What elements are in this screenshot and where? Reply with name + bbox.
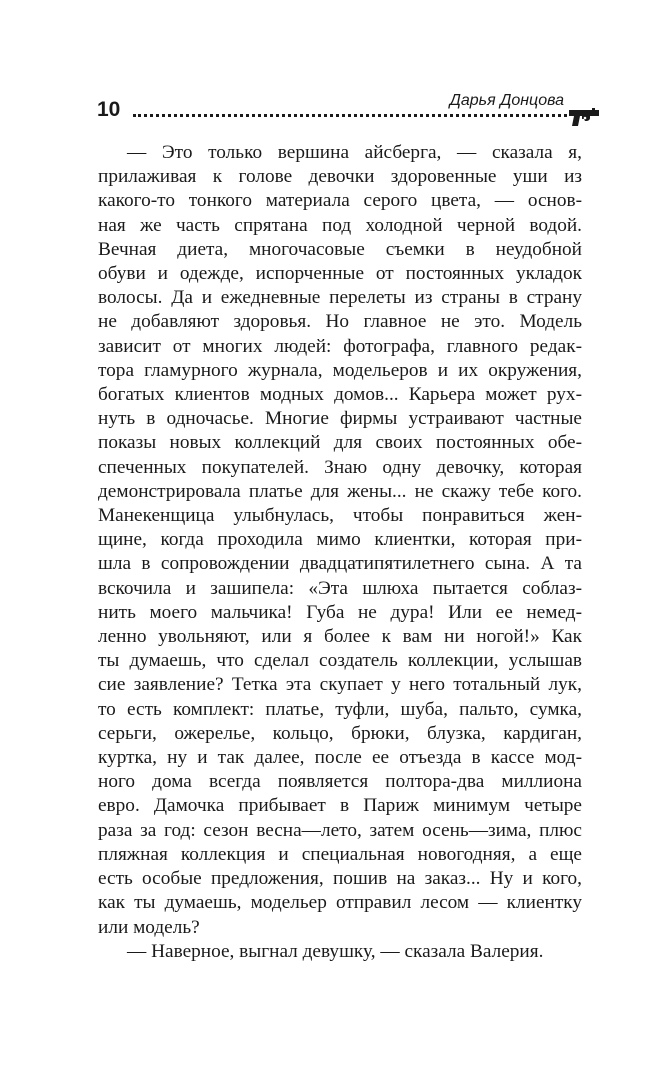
- revolver-icon: [568, 107, 600, 127]
- text-line: тора гламурного журнала, модельеров и их окружения,: [98, 359, 582, 381]
- text-line: показы новых коллекций для своих постоянных обе-: [98, 432, 582, 454]
- text-line: волосы. Да и ежедневные перелеты из страны в страну: [98, 287, 582, 309]
- paragraph: [98, 141, 582, 940]
- text-line: серьги, ожерелье, кольцо, брюки, блузка, кардиган,: [98, 722, 582, 744]
- text-line: ты думаешь, что сделал создатель коллекции, услышав: [98, 650, 582, 672]
- text-line: прилаживая к голове девочки здоровенные уши из: [98, 166, 582, 188]
- text-line: сие заявление? Тетка эта скупает у него тотальный лук,: [98, 674, 582, 696]
- text-line: богатых клиентов модных домов... Карьера может рух-: [98, 384, 582, 406]
- page-header: [97, 92, 600, 132]
- text-line: есть особые предложения, пошив на заказ... Ну и кого,: [98, 868, 582, 890]
- text-line: — Наверное, выгнал девушку, — сказала Валерия.: [127, 940, 544, 962]
- text-line: куртка, ну и так далее, после ее отъезда в кассе мод-: [98, 747, 582, 769]
- dotted-leader: [133, 114, 567, 117]
- text-line: — Это только вершина айсберга, — сказала я,: [127, 142, 582, 163]
- text-line: обуви и одежде, испорченные от постоянных укладок: [98, 263, 582, 285]
- text-line: или модель?: [98, 916, 200, 938]
- text-line: ного дома всегда появляется полтора-два миллиона: [98, 771, 582, 793]
- text-line: нить моего мальчика! Губа не дура! Или ее немед-: [98, 601, 582, 623]
- page-number: 10: [97, 98, 121, 121]
- text-line: то есть комплект: платье, туфли, шуба, пальто, сумка,: [98, 698, 582, 720]
- text-line: евро. Дамочка прибывает в Париж минимум четыре: [98, 795, 582, 817]
- text-line: зависит от многих людей: фотографа, главного редак-: [98, 335, 582, 357]
- text-line: вскочила и зашипела: «Эта шлюха пытается соблаз-: [98, 577, 582, 599]
- text-line: раза за год: сезон весна—лето, затем осень—зима, плюс: [98, 819, 582, 841]
- text-line: какого-то тонкого материала серого цвета, — основ-: [98, 190, 582, 212]
- text-line: ная же часть спрятана под холодной черной водой.: [98, 214, 582, 236]
- text-line: не добавляют здоровья. Но главное не это. Модель: [98, 311, 582, 333]
- text-line: спеченных покупателей. Знаю одну девочку, которая: [98, 456, 582, 478]
- text-line: как ты думаешь, модельер отправил лесом — клиентку: [98, 892, 582, 914]
- text-line: демонстрировала платье для жены... не скажу тебе кого.: [98, 480, 582, 502]
- text-line: Манекенщица улыбнулась, чтобы понравиться жен-: [98, 505, 582, 527]
- text-line: шла в сопровождении двадцатипятилетнего сына. А та: [98, 553, 582, 575]
- book-page-text: [98, 141, 582, 964]
- text-line: Вечная диета, многочасовые съемки в неудобной: [98, 238, 582, 260]
- running-head-author: Дарья Донцова: [449, 92, 564, 109]
- text-line: нуть в одночасье. Многие фирмы устраивают частные: [98, 408, 582, 430]
- text-line: щине, когда проходила мимо клиентки, которая при-: [98, 529, 582, 551]
- text-line: пляжная коллекция и специальная новогодняя, а еще: [98, 843, 582, 865]
- paragraph: [98, 940, 582, 964]
- text-line: ленно увольняют, или я более к вам ни ногой!» Как: [98, 626, 582, 648]
